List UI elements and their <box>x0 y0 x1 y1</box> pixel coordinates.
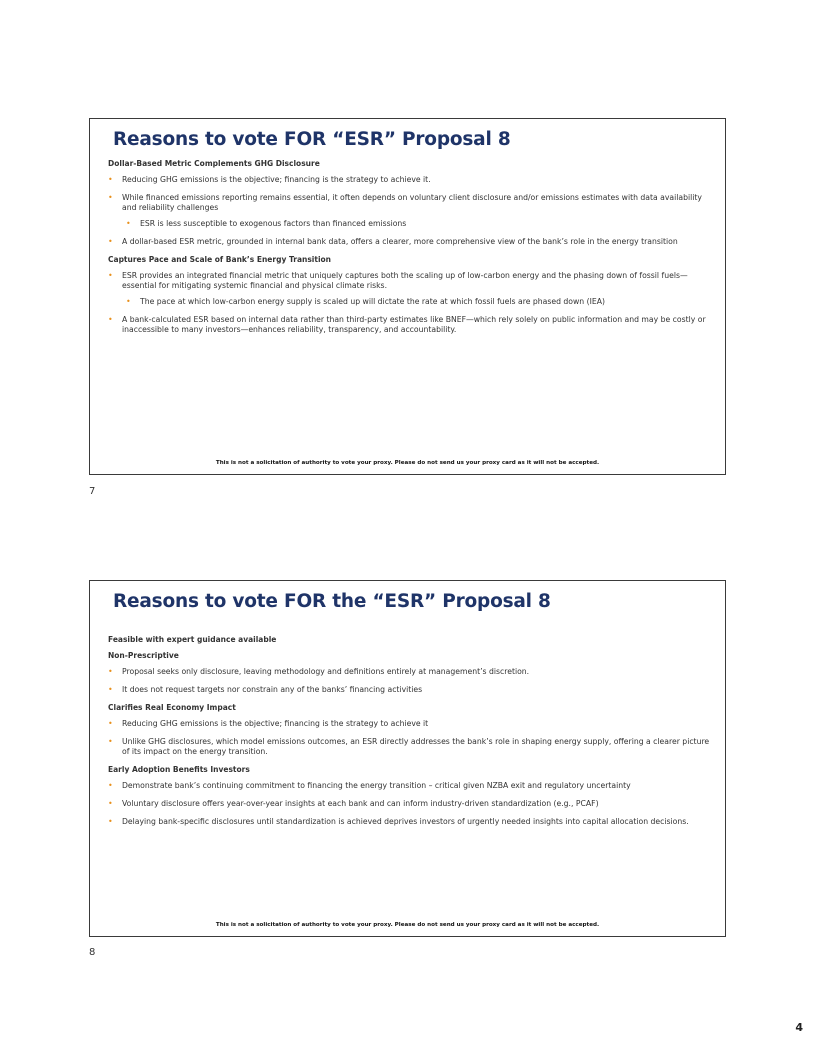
bullet-text: Voluntary disclosure offers year-over-year insights at each bank and can inform industry-driven standardization (e.g., PCAF) <box>122 799 599 808</box>
bullet-text: Reducing GHG emissions is the objective; financing is the strategy to achieve it. <box>122 175 431 184</box>
section-heading: Non-Prescriptive <box>108 651 179 660</box>
section-heading: Captures Pace and Scale of Bank’s Energy Transition <box>108 255 332 264</box>
bullet-item <box>108 193 715 213</box>
bullet-dot-icon: • <box>108 315 113 324</box>
bullet-text: It does not request targets nor constrain any of the banks’ financing activities <box>122 685 423 694</box>
bullet-item <box>108 175 715 185</box>
section-heading: Feasible with expert guidance available <box>108 635 277 644</box>
bullet-item <box>108 817 715 827</box>
bullet-item <box>108 781 715 791</box>
slide-content <box>108 159 715 343</box>
bullet-dot-icon: • <box>108 271 113 280</box>
bullet-text: Delaying bank-specific disclosures until standardization is achieved deprives investors of urgently needed insights into capital allocation decisions. <box>122 817 689 826</box>
bullet-dot-icon: • <box>108 685 113 694</box>
bullet-dot-icon: • <box>108 237 113 246</box>
section-heading: Dollar-Based Metric Complements GHG Disclosure <box>108 159 320 168</box>
bullet-item <box>108 237 715 247</box>
bullet-text: Proposal seeks only disclosure, leaving methodology and definitions entirely at management’s discretion. <box>122 667 530 676</box>
bullet-item <box>108 271 715 291</box>
bullet-text: While financed emissions reporting remains essential, it often depends on voluntary client disclosure and/or emissions estimates with data availability and reliability challenges <box>122 193 702 212</box>
bullet-dot-icon: • <box>108 781 113 790</box>
bullet-dot-icon: • <box>108 737 113 746</box>
sub-bullet-item <box>108 297 715 307</box>
bullet-dot-icon: • <box>108 193 113 202</box>
slide-number: 8 <box>89 947 96 958</box>
bullet-text: Reducing GHG emissions is the objective; financing is the strategy to achieve it <box>122 719 429 728</box>
slide-content <box>108 635 715 835</box>
disclaimer-footer: This is not a solicitation of authority to vote your proxy. Please do not send us your proxy card as it will not be accepted. <box>215 922 600 928</box>
slide-title: Reasons to vote FOR “ESR” Proposal 8 <box>113 129 511 150</box>
bullet-dot-icon: • <box>126 297 131 306</box>
slide-7 <box>89 118 726 475</box>
disclaimer-footer: This is not a solicitation of authority to vote your proxy. Please do not send us your proxy card as it will not be accepted. <box>215 460 600 466</box>
bullet-item <box>108 799 715 809</box>
bullet-text: The pace at which low-carbon energy supply is scaled up will dictate the rate at which fossil fuels are phased down (IEA) <box>140 297 605 306</box>
bullet-dot-icon: • <box>108 667 113 676</box>
bullet-text: ESR is less susceptible to exogenous factors than financed emissions <box>140 219 407 228</box>
bullet-dot-icon: • <box>108 817 113 826</box>
slide-title: Reasons to vote FOR the “ESR” Proposal 8 <box>113 591 551 612</box>
bullet-item <box>108 719 715 729</box>
page-number: 4 <box>795 1021 803 1034</box>
bullet-text: Demonstrate bank’s continuing commitment to financing the energy transition – critical given NZBA exit and regulatory uncertainty <box>122 781 631 790</box>
bullet-dot-icon: • <box>108 719 113 728</box>
bullet-dot-icon: • <box>108 175 113 184</box>
bullet-text: A bank-calculated ESR based on internal data rather than third-party estimates like BNEF—which rely solely on public information and may be costly or inaccessible to many investors—enhances reliability, transparency, and accountability. <box>122 315 706 334</box>
bullet-text: Unlike GHG disclosures, which model emissions outcomes, an ESR directly addresses the bank’s role in shaping energy supply, offering a clearer picture of its impact on the energy transition. <box>122 737 710 756</box>
bullet-dot-icon: • <box>108 799 113 808</box>
bullet-dot-icon: • <box>126 219 131 228</box>
bullet-text: ESR provides an integrated financial metric that uniquely captures both the scaling up of low-carbon energy and the phasing down of fossil fuels—essential for mitigating systemic financial and physical climate risks. <box>122 271 688 290</box>
bullet-item <box>108 685 715 695</box>
bullet-text: A dollar-based ESR metric, grounded in internal bank data, offers a clearer, more comprehensive view of the bank’s role in the energy transition <box>122 237 678 246</box>
slide-number: 7 <box>89 486 96 497</box>
bullet-item <box>108 315 715 335</box>
bullet-item <box>108 737 715 757</box>
section-heading: Early Adoption Benefits Investors <box>108 765 250 774</box>
section-heading: Clarifies Real Economy Impact <box>108 703 236 712</box>
bullet-item <box>108 667 715 677</box>
sub-bullet-item <box>108 219 715 229</box>
slide-8 <box>89 580 726 937</box>
